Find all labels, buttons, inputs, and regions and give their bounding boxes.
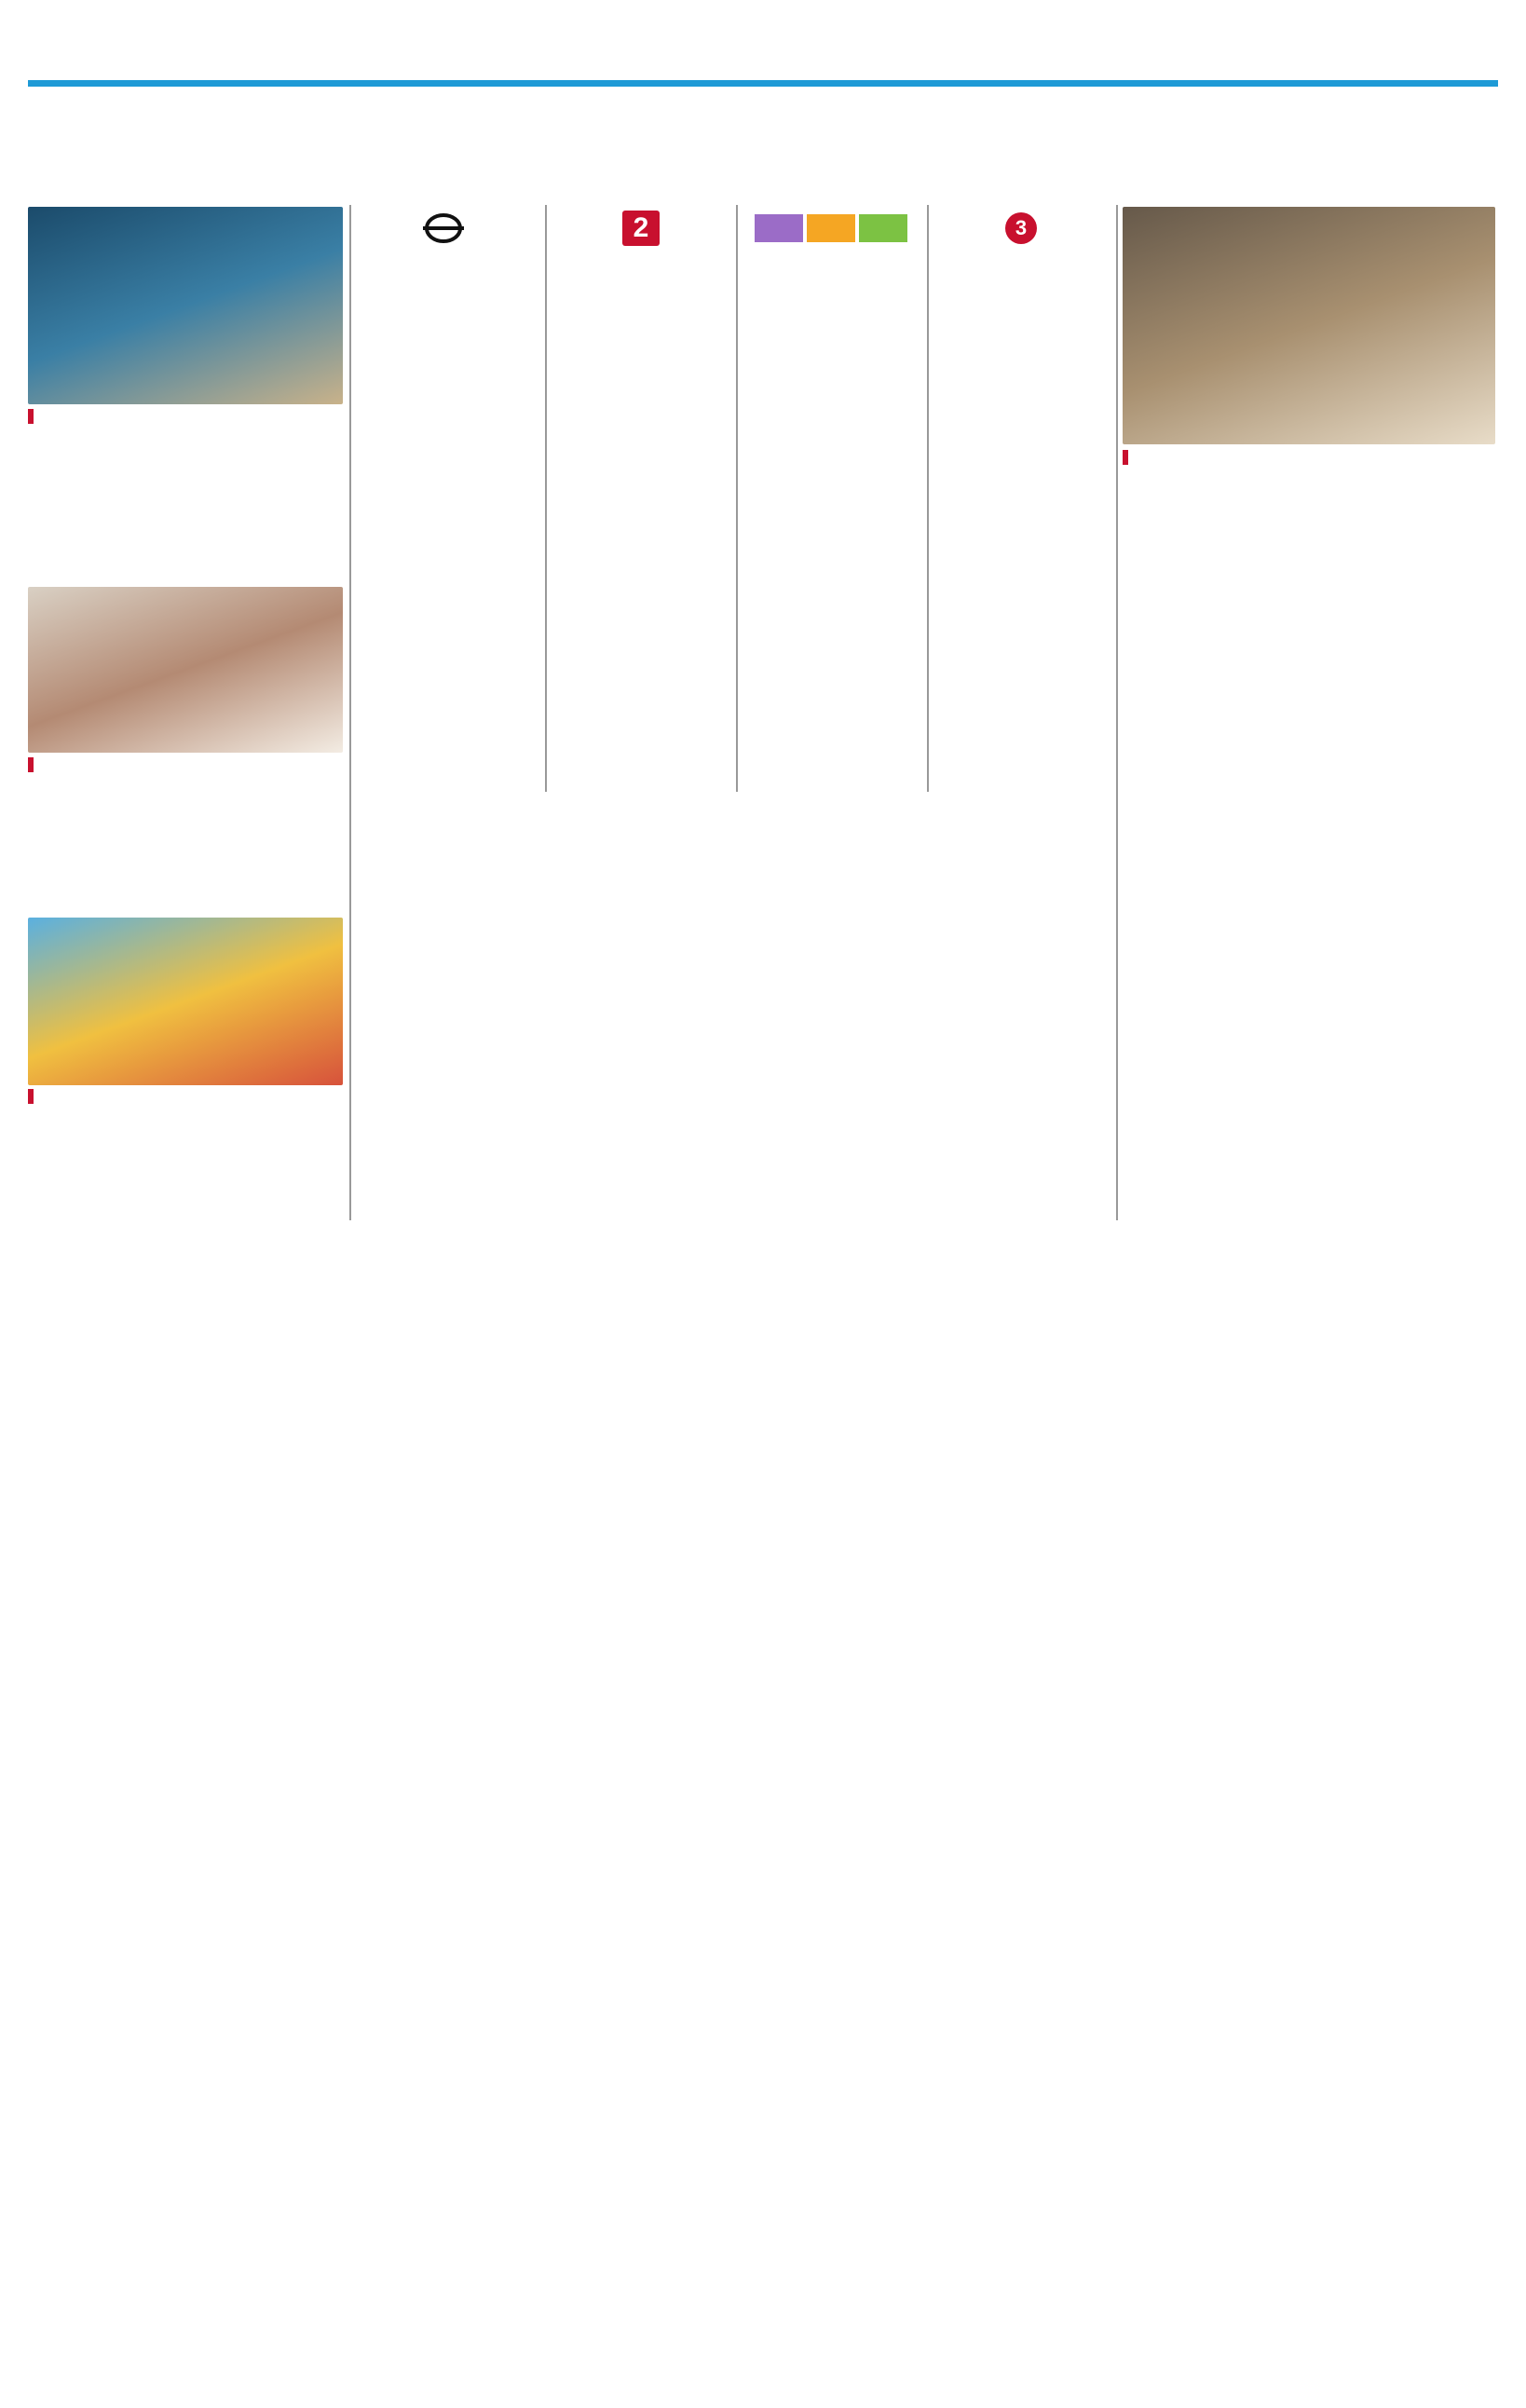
rtl-letter [859, 214, 907, 242]
program-photo [28, 918, 343, 1085]
tv2-logo [548, 205, 734, 252]
rtl-letter [807, 214, 855, 242]
program-photo [1123, 207, 1495, 444]
column-divider [545, 205, 547, 792]
caption-tag [28, 757, 34, 772]
program-caption [28, 408, 343, 425]
caption-tag [28, 1089, 34, 1104]
top-accent-bar [28, 80, 1498, 87]
viasat3-logo [928, 205, 1114, 252]
rtl-logo [738, 205, 924, 252]
column-divider [349, 205, 351, 1220]
column-divider [736, 205, 738, 792]
caption-tag [28, 409, 34, 424]
program-photo [28, 587, 343, 753]
rtl-letter [755, 214, 803, 242]
viasat3-logo-icon: 3 [1005, 212, 1037, 244]
program-photo [28, 207, 343, 404]
tv2-badge-icon: 2 [622, 211, 660, 246]
program-caption [28, 756, 343, 773]
program-caption [1123, 449, 1495, 466]
column-divider [1116, 205, 1118, 1220]
caption-tag [1123, 450, 1128, 465]
column-divider [927, 205, 929, 792]
program-caption [28, 1088, 343, 1105]
duna-logo [352, 205, 538, 252]
